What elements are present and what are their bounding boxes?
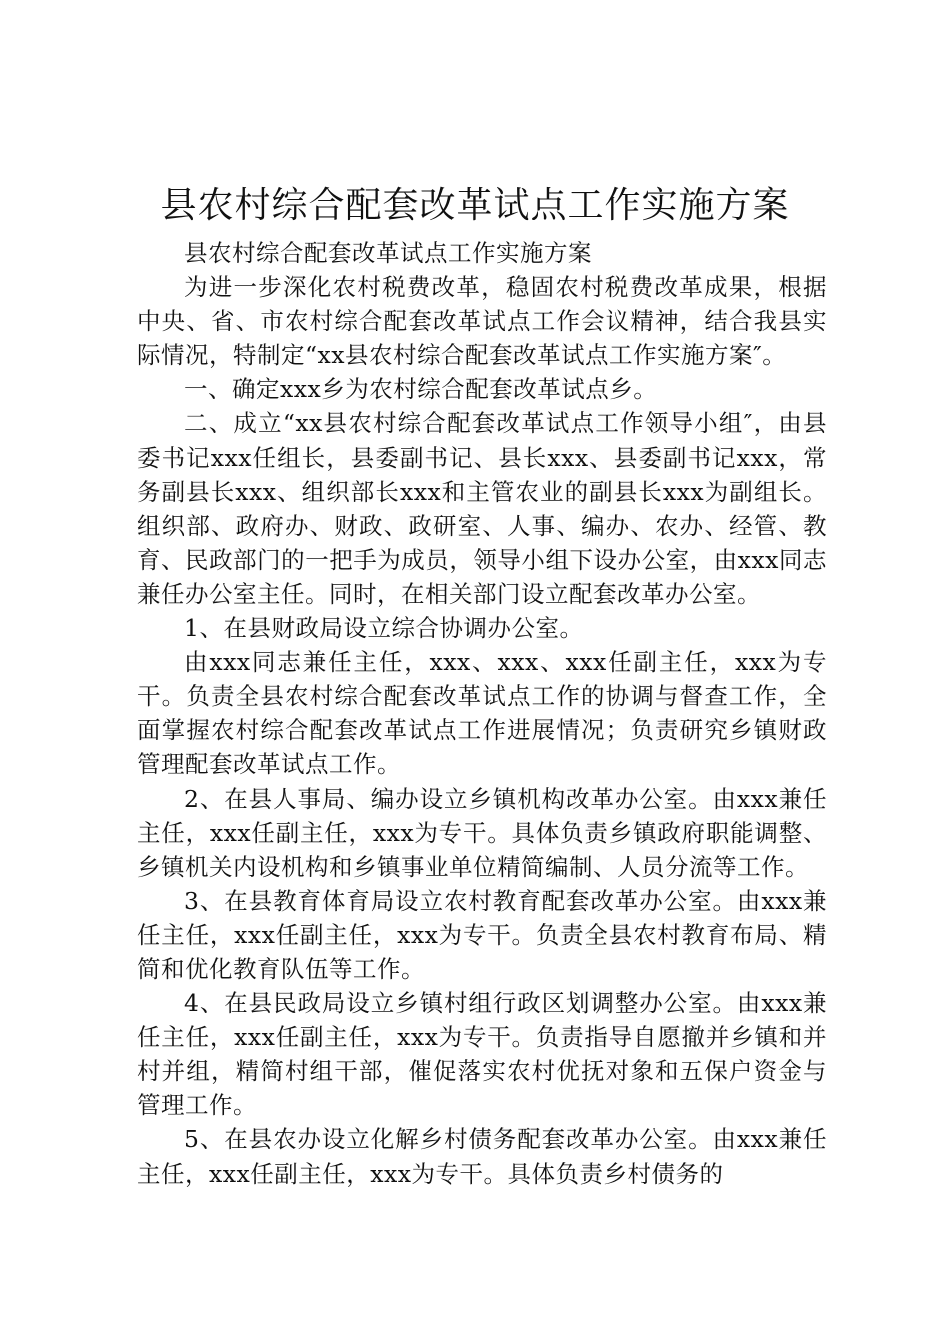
paragraph-item-4: 4、在县民政局设立乡镇村组行政区划调整办公室。由xxx兼任主任，xxx任副主任，xxx为专干。负责指导自愿撤并乡镇和并村并组，精简村组干部，催促落实农村优抚对象和五保户资金与管理工作。 xyxy=(137,989,827,1120)
paragraph-intro: 为进一步深化农村税费改革，稳固农村税费改革成果，根据中央、省、市农村综合配套改革试点工作会议精神，结合我县实际情况，特制定“xx县农村综合配套改革试点工作实施方案″。 xyxy=(137,273,827,370)
paragraph-item-1-body: 由xxx同志兼任主任，xxx、xxx、xxx任副主任，xxx为专干。负责全县农村综合配套改革试点工作的协调与督查工作，全面掌握农村综合配套改革试点工作进展情况；负责研究乡镇财政管理配套改革试点工作。 xyxy=(137,648,827,779)
document-title: 县农村综合配套改革试点工作实施方案 xyxy=(160,185,790,226)
document-body xyxy=(137,236,827,1191)
paragraph-item-2: 2、在县人事局、编办设立乡镇机构改革办公室。由xxx兼任主任，xxx任副主任，xxx为专干。具体负责乡镇政府职能调整、乡镇机关内设机构和乡镇事业单位精简编制、人员分流等工作。 xyxy=(137,784,827,881)
paragraph-item-5: 5、在县农办设立化解乡村债务配套改革办公室。由xxx兼任主任，xxx任副主任，xxx为专干。具体负责乡村债务的 xyxy=(137,1125,827,1188)
paragraph-item-1-heading: 1、在县财政局设立综合协调办公室。 xyxy=(184,614,584,643)
paragraph-subtitle: 县农村综合配套改革试点工作实施方案 xyxy=(184,239,592,267)
paragraph-section-1: 一、确定xxx乡为农村综合配套改革试点乡。 xyxy=(184,375,658,404)
paragraph-item-3: 3、在县教育体育局设立农村教育配套改革办公室。由xxx兼任主任，xxx任副主任，xxx为专干。负责全县农村教育布局、精简和优化教育队伍等工作。 xyxy=(137,886,827,983)
paragraph-section-2: 二、成立“xx县农村综合配套改革试点工作领导小组″，由县委书记xxx任组长，县委副书记、县长xxx、县委副书记xxx，常务副县长xxx、组织部长xxx和主管农业的副县长xxx为副组长。组织部、政府办、财政、政研室、人事、编办、农办、经管、教育、民政部门的一把手为成员，领导小组下设办公室，由xxx同志兼任办公室主任。同时，在相关部门设立配套改革办公室。 xyxy=(137,409,827,608)
